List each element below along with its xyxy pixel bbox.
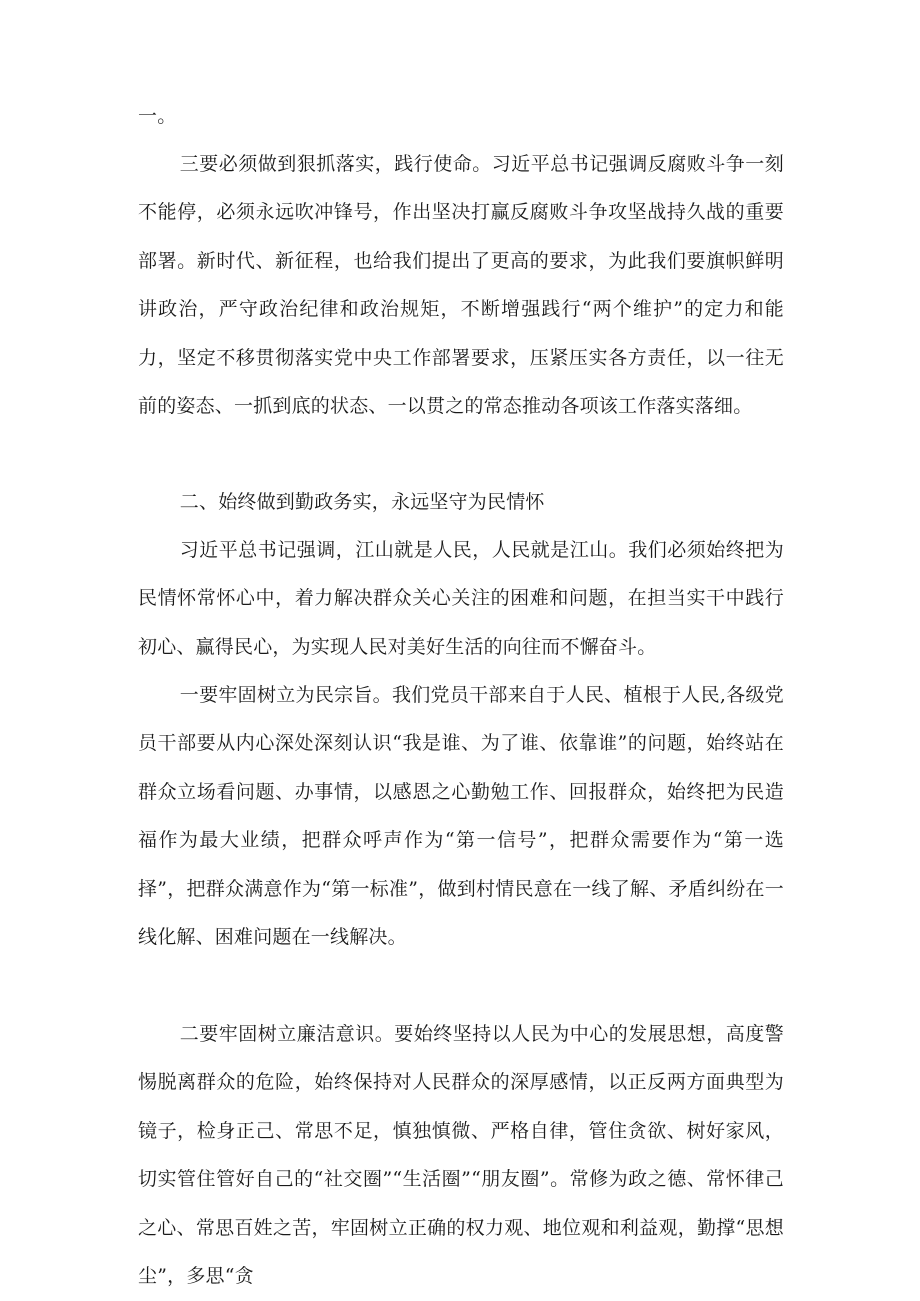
paragraph-point-three: 三要必须做到狠抓落实，践行使命。习近平总书记强调反腐败斗争一刻不能停，必须永远吹冲锋号，作出坚决打赢反腐败斗争攻坚战持久战的重要部署。新时代、新征程，也给我们提出了更高的要求，为此我们要旗帜鲜明讲政治，严守政治纪律和政治规矩，不断增强践行“两个维护”的定力和能力，坚定不移贯彻落实党中央工作部署要求，压紧压实各方责任，以一往无前的姿态、一抓到底的状态、一以贯之的常态推动各项该工作落实落细。 [138, 153, 784, 418]
section-heading-two: 二、始终做到勤政务实，永远坚守为民情怀 [179, 491, 545, 513]
paragraph-section-intro: 习近平总书记强调，江山就是人民，人民就是江山。我们必须始终把为民情怀常怀心中，着力解决群众关心关注的困难和问题，在担当实干中践行初心、赢得民心，为实现人民对美好生活的向往而不懈奋斗。 [138, 539, 784, 658]
paragraph-point-one: 一要牢固树立为民宗旨。我们党员干部来自于人民、植根于人民,各级党员干部要从内心深处深刻认识“我是谁、为了谁、依靠谁”的问题，始终站在群众立场看问题、办事情，以感恩之心勤勉工作、回报群众，始终把为民造福作为最大业绩，把群众呼声作为“第一信号”，把群众需要作为“第一选择”，把群众满意作为“第一标准”，做到村情民意在一线了解、矛盾纠纷在一线化解、困难问题在一线解决。 [138, 684, 784, 949]
paragraph-continuation: 一。 [138, 105, 177, 127]
paragraph-point-two: 二要牢固树立廉洁意识。要始终坚持以人民为中心的发展思想，高度警惕脱离群众的危险，始终保持对人民群众的深厚感情，以正反两方面典型为镜子，检身正己、常思不足，慎独慎微、严格自律，管住贪欲、树好家风，切实管住管好自己的“社交圈”“生活圈”“朋友圈”。常修为政之德、常怀律己之心、常思百姓之苦，牢固树立正确的权力观、地位观和利益观，勤撑“思想尘”，多思“贪 [138, 1023, 784, 1288]
